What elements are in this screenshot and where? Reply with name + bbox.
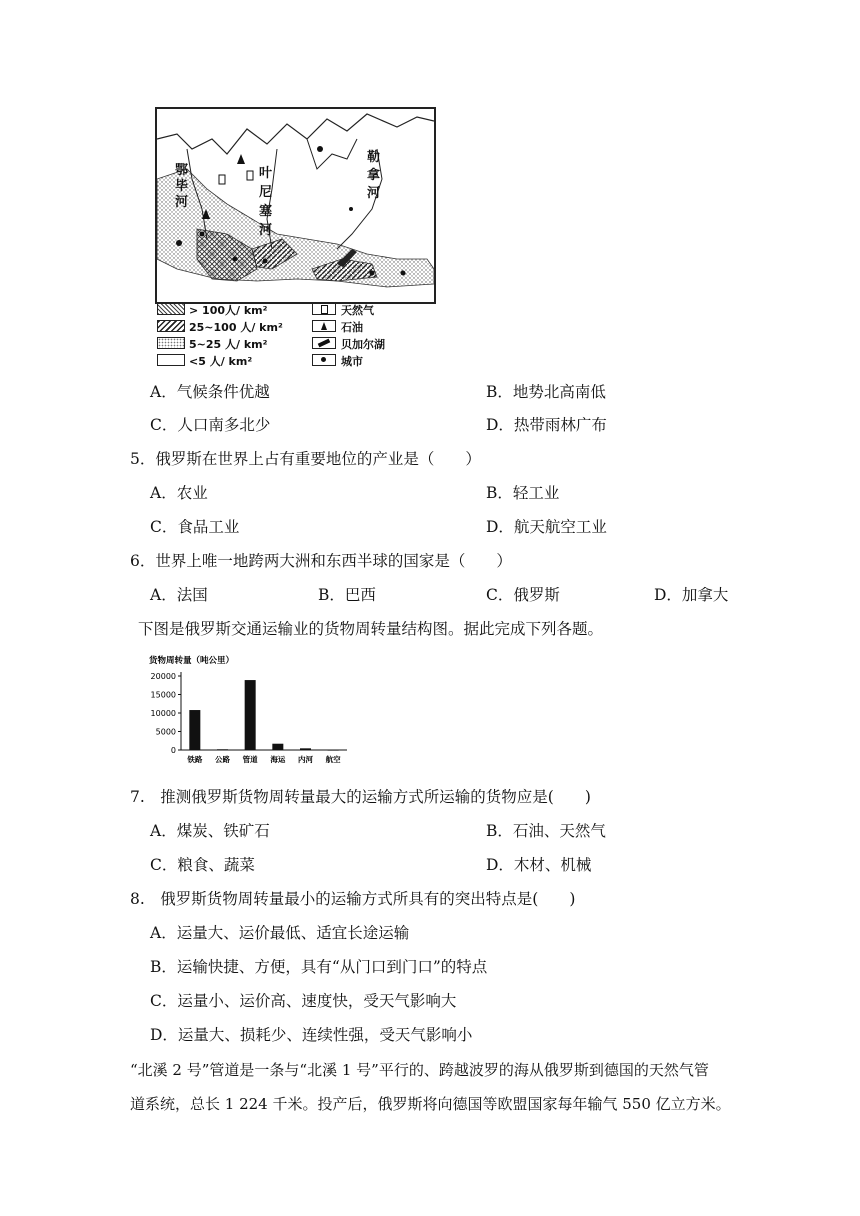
- q7-option-a[interactable]: A．煤炭、铁矿石: [150, 822, 270, 840]
- y-tick-label: 15000: [150, 690, 176, 700]
- q4-option-a[interactable]: A．气候条件优越: [150, 383, 270, 401]
- freight-chart-svg: [147, 652, 352, 770]
- x-tick-label: 公路: [215, 755, 230, 764]
- chart-ylabel: 货物周转量（吨公里）: [149, 656, 235, 666]
- map-legend: [155, 300, 432, 370]
- legend-label: 城市: [341, 355, 363, 368]
- city-icon: [233, 257, 238, 262]
- q5-option-b[interactable]: B．轻工业: [486, 484, 560, 502]
- map-drawing: [157, 109, 434, 302]
- lake-icon: [312, 337, 336, 349]
- legend-label: 石油: [341, 321, 363, 334]
- obi-label: 鄂 毕 河: [175, 163, 189, 210]
- q6-option-b[interactable]: B．巴西: [318, 586, 376, 604]
- city-icon: [349, 207, 353, 211]
- q8-option-c[interactable]: C．运量小、运价高、速度快，受天气影响大: [150, 992, 457, 1010]
- gas-icon: [247, 171, 253, 180]
- city-icon: [370, 271, 375, 276]
- q8-option-b[interactable]: B．运输快捷、方便，具有“从门口到门口”的特点: [150, 958, 488, 976]
- q7-option-d[interactable]: D．木材、机械: [486, 856, 592, 874]
- russia-population-map: [155, 107, 436, 304]
- lena-label: 勒 拿 河: [367, 150, 381, 201]
- oil-icon: [237, 154, 245, 164]
- gas-icon: [219, 175, 225, 184]
- legend-swatch-blank: [157, 354, 185, 366]
- bar: [300, 748, 311, 750]
- y-tick-label: 0: [170, 746, 176, 755]
- bar: [328, 750, 339, 751]
- coastline: [157, 114, 434, 154]
- q8-stem: 8. 俄罗斯货物周转量最小的运输方式所具有的突出特点是( ): [130, 890, 576, 908]
- q6-option-c[interactable]: C．俄罗斯: [486, 586, 560, 604]
- yenisei-label: 叶 尼 塞 河: [259, 166, 273, 238]
- x-tick-label: 海运: [270, 755, 286, 764]
- x-tick-label: 内河: [298, 755, 313, 764]
- city-icon: [317, 146, 323, 152]
- oil-icon: [312, 320, 336, 332]
- q4-option-c[interactable]: C．人口南多北少: [150, 416, 271, 434]
- legend-swatch-crosshatch: [157, 303, 185, 315]
- q5-stem: 5．俄罗斯在世界上占有重要地位的产业是（ ）: [130, 450, 481, 468]
- q7-option-b[interactable]: B．石油、天然气: [486, 822, 606, 840]
- q5-option-d[interactable]: D．航天航空工业: [486, 518, 607, 536]
- legend-swatch-diagonal: [157, 320, 185, 332]
- x-tick-label: 管道: [242, 755, 258, 764]
- bar: [245, 680, 256, 750]
- q6-option-d[interactable]: D．加拿大: [654, 586, 729, 604]
- legend-label: 25~100 人/ km²: [189, 321, 283, 334]
- q7-stem: 7. 推测俄罗斯货物周转量最大的运输方式所运输的货物应是( ): [130, 788, 591, 806]
- x-tick-label: 航空: [325, 755, 341, 764]
- legend-label: 天然气: [341, 304, 374, 317]
- passage-line-1: “北溪 2 号”管道是一条与“北溪 1 号”平行的、跨越波罗的海从俄罗斯到德国的天然气管: [130, 1061, 709, 1079]
- freight-chart: [147, 652, 352, 770]
- q5-option-a[interactable]: A．农业: [150, 484, 208, 502]
- y-tick-label: 20000: [150, 672, 176, 681]
- chart-intro: 下图是俄罗斯交通运输业的货物周转量结构图。据此完成下列各题。: [138, 620, 604, 638]
- q5-option-c[interactable]: C．食品工业: [150, 518, 240, 536]
- legend-label: 5~25 人/ km²: [189, 338, 268, 351]
- legend-swatch-dots: [157, 337, 185, 349]
- bar: [217, 749, 228, 750]
- passage-line-2: 道系统，总长 1 224 千米。投产后，俄罗斯将向德国等欧盟国家每年输气 550 亿立方米。: [130, 1095, 731, 1113]
- q8-option-d[interactable]: D．运量大、损耗少、连续性强，受天气影响小: [150, 1026, 473, 1044]
- legend-label: <5 人/ km²: [189, 355, 253, 368]
- gas-icon: [312, 303, 336, 315]
- region-5-25: [157, 169, 434, 287]
- q4-option-b[interactable]: B．地势北高南低: [486, 383, 606, 401]
- q8-option-a[interactable]: A．运量大、运价最低、适宜长途运输: [150, 924, 410, 942]
- y-tick-label: 10000: [150, 709, 176, 718]
- q7-option-c[interactable]: C．粮食、蔬菜: [150, 856, 255, 874]
- bar: [189, 710, 200, 750]
- legend-label: > 100人/ km²: [189, 304, 268, 317]
- city-icon: [263, 259, 268, 264]
- city-icon: [312, 354, 336, 366]
- legend-label: 贝加尔湖: [341, 338, 385, 351]
- q6-stem: 6．世界上唯一地跨两大洲和东西半球的国家是（ ）: [130, 552, 512, 570]
- bar: [272, 744, 283, 750]
- y-tick-label: 5000: [155, 727, 176, 737]
- q6-option-a[interactable]: A．法国: [150, 586, 208, 604]
- city-icon: [176, 240, 182, 246]
- x-tick-label: 铁路: [187, 755, 203, 764]
- city-icon: [200, 232, 205, 237]
- city-icon: [401, 271, 406, 276]
- q4-option-d[interactable]: D．热带雨林广布: [486, 416, 607, 434]
